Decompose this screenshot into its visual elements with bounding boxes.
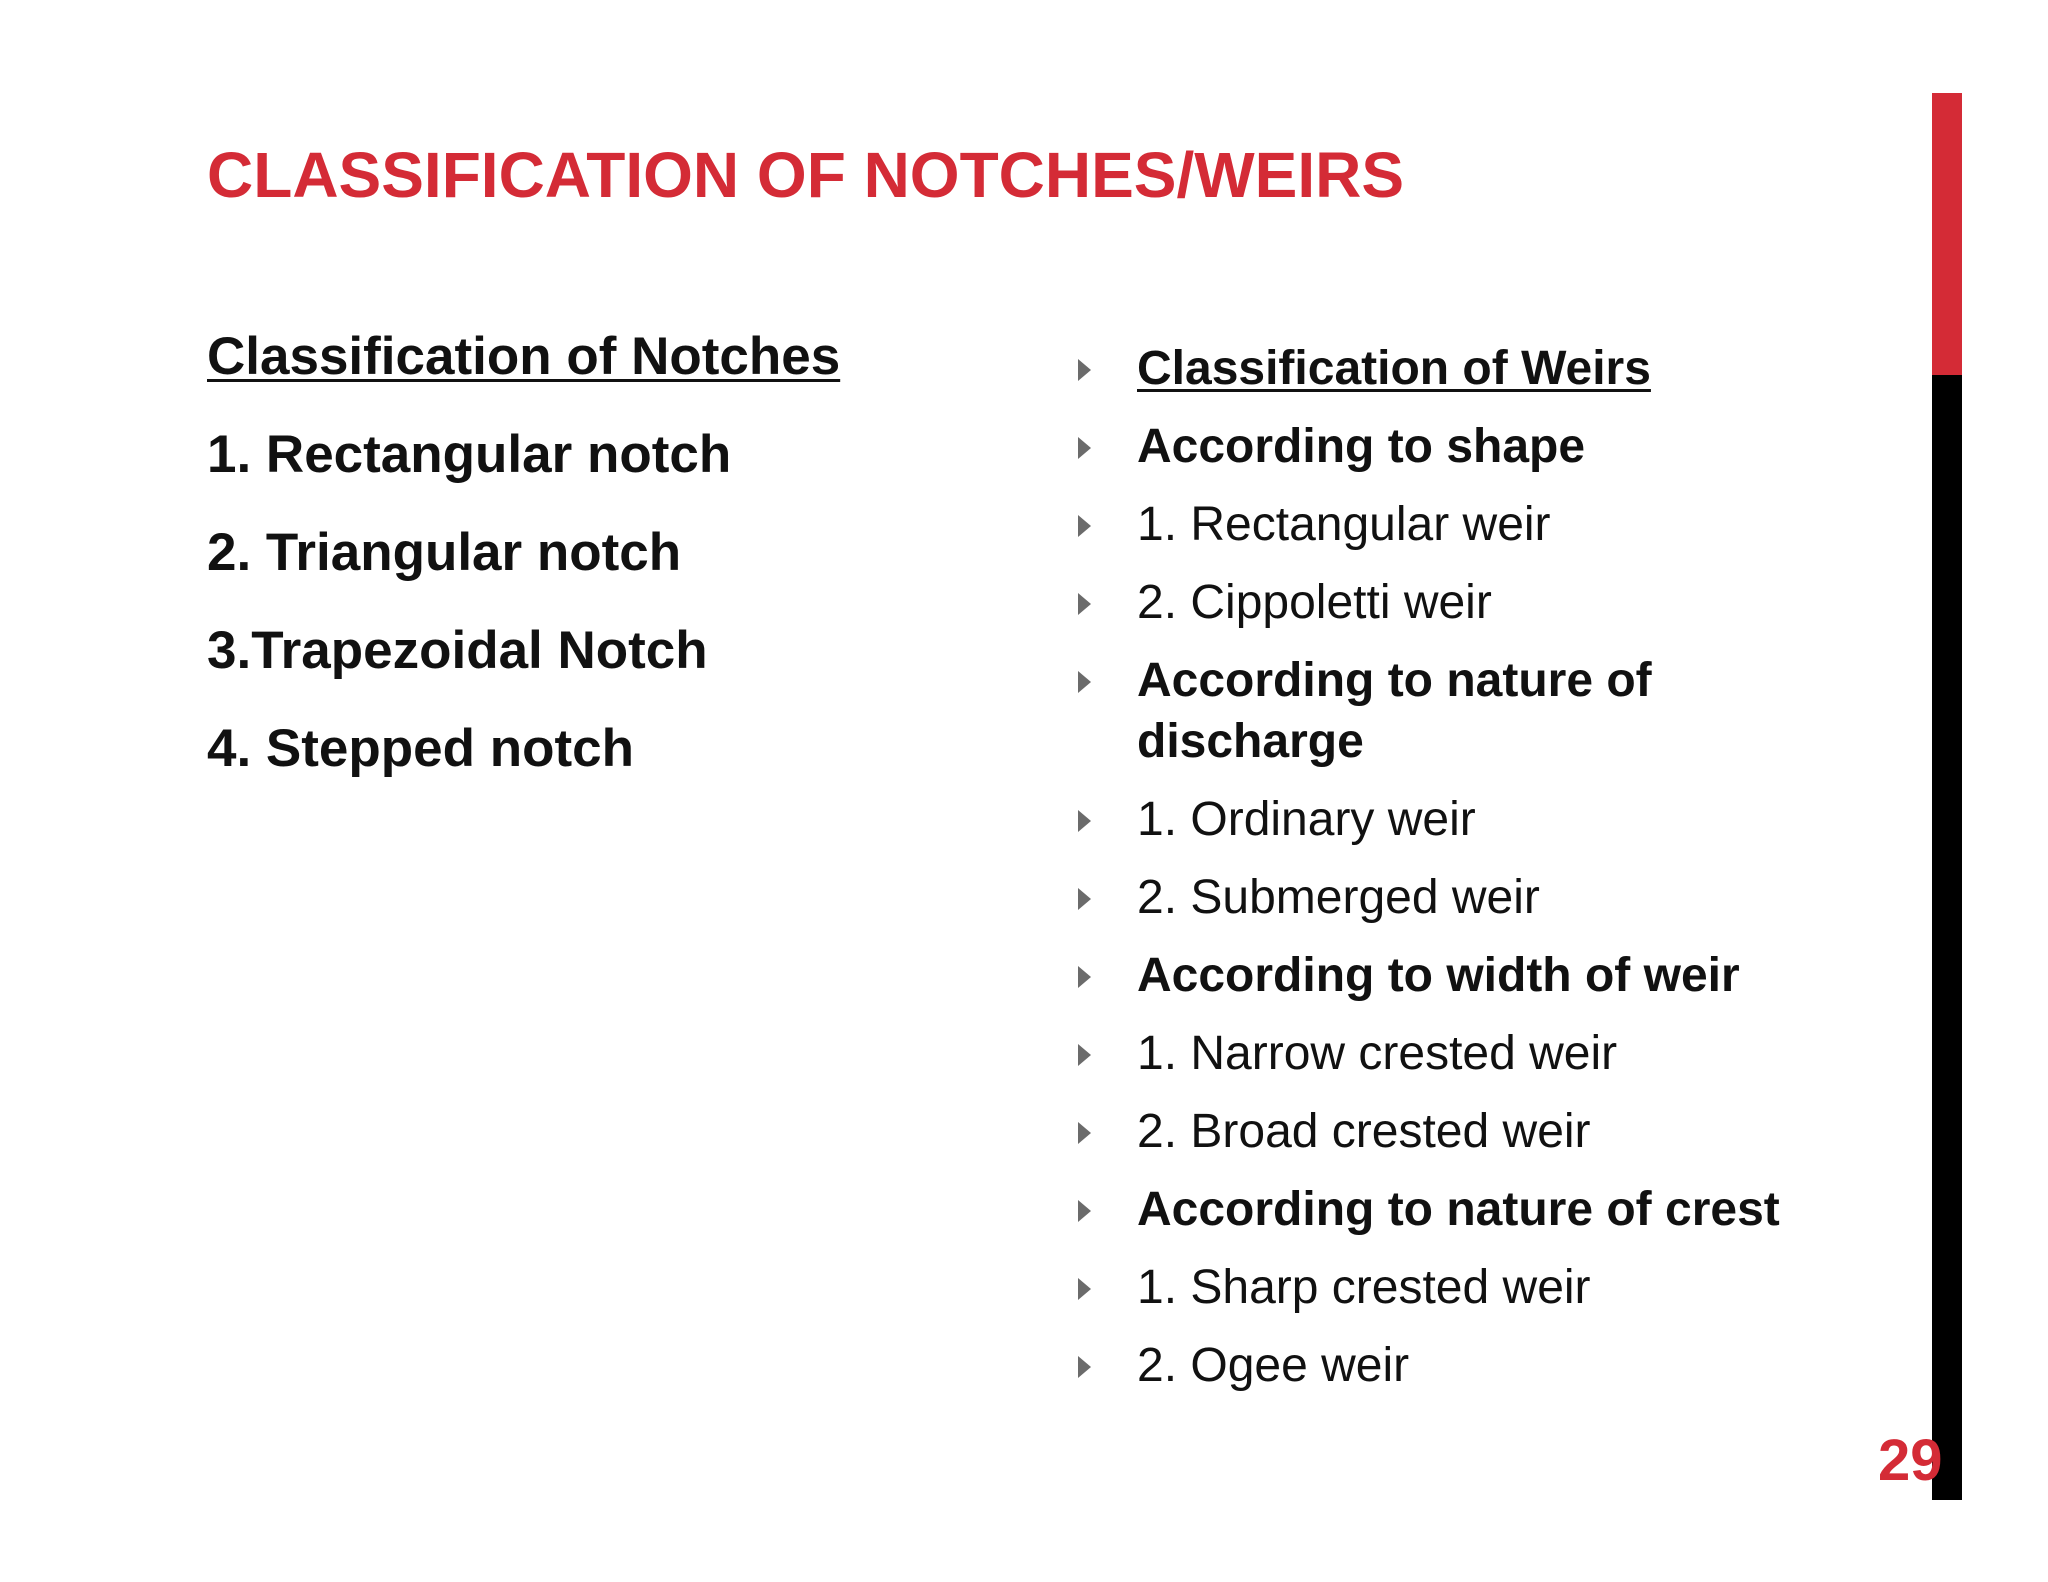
list-item xyxy=(1078,338,1898,399)
list-item: 3.Trapezoidal Notch xyxy=(207,621,708,680)
triangle-right-icon xyxy=(1078,1278,1091,1300)
list-item xyxy=(1078,650,1898,772)
list-item xyxy=(1078,494,1898,555)
list-item-label: 1. Narrow crested weir xyxy=(1137,1027,1618,1080)
triangle-right-icon xyxy=(1078,966,1091,988)
accent-bar-black xyxy=(1932,375,1962,1500)
notches-heading: Classification of Notches xyxy=(207,327,841,386)
list-item: 2. Triangular notch xyxy=(207,523,682,582)
list-item: 1. Rectangular notch xyxy=(207,425,732,484)
list-item xyxy=(1078,1101,1898,1162)
triangle-right-icon xyxy=(1078,593,1091,615)
weirs-column xyxy=(1078,338,1898,1413)
list-item-label: 1. Rectangular weir xyxy=(1137,498,1551,551)
list-item-label: According to nature of crest xyxy=(1137,1183,1780,1236)
notches-list xyxy=(207,423,1027,781)
triangle-right-icon xyxy=(1078,1122,1091,1144)
list-item xyxy=(1078,789,1898,850)
triangle-right-icon xyxy=(1078,671,1091,693)
triangle-right-icon xyxy=(1078,888,1091,910)
list-item: 4. Stepped notch xyxy=(207,719,634,778)
triangle-right-icon xyxy=(1078,515,1091,537)
list-item-label: According to width of weir xyxy=(1137,949,1740,1002)
triangle-right-icon xyxy=(1078,359,1091,381)
list-item-label: According to shape xyxy=(1137,420,1586,473)
triangle-right-icon xyxy=(1078,1044,1091,1066)
list-item-label: 1. Sharp crested weir xyxy=(1137,1261,1591,1314)
list-item xyxy=(1078,1257,1898,1318)
list-item-label: 2. Cippoletti weir xyxy=(1137,576,1492,629)
slide-title: CLASSIFICATION OF NOTCHES/WEIRS xyxy=(207,139,1405,211)
triangle-right-icon xyxy=(1078,1356,1091,1378)
list-item xyxy=(1078,1023,1898,1084)
weirs-list xyxy=(1078,338,1898,1396)
list-item xyxy=(1078,1335,1898,1396)
list-item xyxy=(1078,945,1898,1006)
page-number: 29 xyxy=(1878,1428,1943,1493)
list-item-label: 1. Ordinary weir xyxy=(1137,793,1476,846)
list-item-label: 2. Ogee weir xyxy=(1137,1339,1410,1392)
triangle-right-icon xyxy=(1078,810,1091,832)
notches-column xyxy=(207,325,1027,815)
triangle-right-icon xyxy=(1078,1200,1091,1222)
list-item xyxy=(1078,416,1898,477)
accent-bar-red xyxy=(1932,93,1962,375)
list-item-label: 2. Submerged weir xyxy=(1137,871,1540,924)
list-item-label: 2. Broad crested weir xyxy=(1137,1105,1591,1158)
triangle-right-icon xyxy=(1078,437,1091,459)
weirs-heading: Classification of Weirs xyxy=(1137,342,1651,395)
list-item-label: According to nature of discharge xyxy=(1137,654,1652,768)
list-item xyxy=(1078,572,1898,633)
list-item xyxy=(1078,867,1898,928)
list-item xyxy=(1078,1179,1898,1240)
